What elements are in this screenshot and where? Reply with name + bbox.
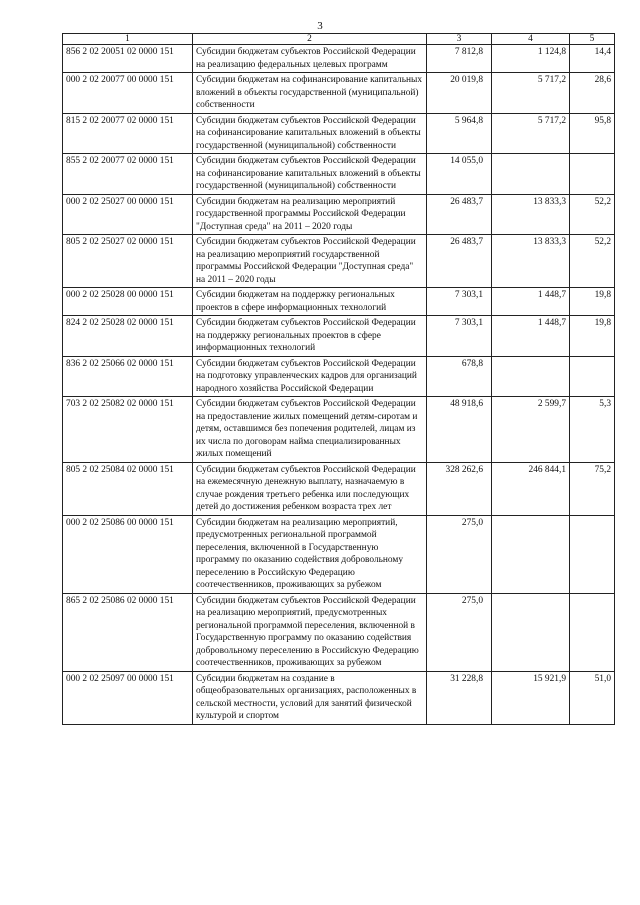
description-cell: Субсидии бюджетам субъектов Российской Федерации на софинансирование капитальных вложений в объекты государственной (муниципальной) собственности — [193, 154, 427, 195]
description-cell: Субсидии бюджетам субъектов Российской Федерации на поддержку региональных проектов в сфере информационных технологий — [193, 316, 427, 357]
budget-code-cell: 856 2 02 20051 02 0000 151 — [63, 45, 193, 73]
header-col-1: 1 — [63, 34, 193, 45]
col4-value-cell: 13 833,3 — [492, 235, 570, 288]
col5-value-cell: 5,3 — [570, 397, 615, 463]
budget-code-cell: 000 2 02 25097 00 0000 151 — [63, 671, 193, 724]
col5-value-cell: 52,2 — [570, 194, 615, 235]
col3-value-cell: 275,0 — [427, 515, 492, 593]
budget-table — [62, 33, 615, 725]
header-col-3: 3 — [427, 34, 492, 45]
description-cell: Субсидии бюджетам субъектов Российской Федерации на подготовку управленческих кадров для организаций народного хозяйства Российской Федерации — [193, 356, 427, 397]
budget-code-cell: 000 2 02 20077 00 0000 151 — [63, 73, 193, 114]
table-row — [63, 671, 615, 724]
col3-value-cell: 275,0 — [427, 593, 492, 671]
col5-value-cell: 52,2 — [570, 235, 615, 288]
table-row — [63, 288, 615, 316]
col5-value-cell — [570, 154, 615, 195]
col5-value-cell: 75,2 — [570, 462, 615, 515]
col4-value-cell — [492, 515, 570, 593]
table-row — [63, 235, 615, 288]
budget-code-cell: 824 2 02 25028 02 0000 151 — [63, 316, 193, 357]
header-col-5: 5 — [570, 34, 615, 45]
budget-code-cell: 805 2 02 25084 02 0000 151 — [63, 462, 193, 515]
col3-value-cell: 5 964,8 — [427, 113, 492, 154]
col4-value-cell: 2 599,7 — [492, 397, 570, 463]
header-col-2: 2 — [193, 34, 427, 45]
col4-value-cell: 1 448,7 — [492, 288, 570, 316]
description-cell: Субсидии бюджетам субъектов Российской Федерации на реализацию мероприятий, предусмотренных региональной программой переселения, включенной в Государственную программу по оказанию содействия добровольному переселению в Российскую Федерацию соотечественников, проживающих за рубежом — [193, 593, 427, 671]
budget-code-cell: 815 2 02 20077 02 0000 151 — [63, 113, 193, 154]
col4-value-cell — [492, 154, 570, 195]
table-row — [63, 113, 615, 154]
table-row — [63, 316, 615, 357]
table-row — [63, 515, 615, 593]
col4-value-cell: 13 833,3 — [492, 194, 570, 235]
col4-value-cell: 5 717,2 — [492, 113, 570, 154]
description-cell: Субсидии бюджетам субъектов Российской Федерации на реализацию мероприятий государственной программы Российской Федерации "Доступная среда" на 2011 – 2020 годы — [193, 235, 427, 288]
description-cell: Субсидии бюджетам на поддержку региональных проектов в сфере информационных технологий — [193, 288, 427, 316]
table-row — [63, 593, 615, 671]
description-cell: Субсидии бюджетам субъектов Российской Федерации на ежемесячную денежную выплату, назначаемую в случае рождения третьего ребенка или последующих детей до достижения ребенком возраста трех лет — [193, 462, 427, 515]
budget-code-cell: 000 2 02 25028 00 0000 151 — [63, 288, 193, 316]
description-cell: Субсидии бюджетам на софинансирование капитальных вложений в объекты государственной (муниципальной) собственности — [193, 73, 427, 114]
col3-value-cell: 48 918,6 — [427, 397, 492, 463]
col5-value-cell — [570, 515, 615, 593]
description-cell: Субсидии бюджетам на реализацию мероприятий государственной программы Российской Федерации "Доступная среда" на 2011 – 2020 годы — [193, 194, 427, 235]
description-cell: Субсидии бюджетам на реализацию мероприятий, предусмотренных региональной программой переселения, включенной в Государственную программу по оказанию содействия добровольному переселению в Российскую Федерацию соотечественников, проживающих за рубежом — [193, 515, 427, 593]
header-col-4: 4 — [492, 34, 570, 45]
table-row — [63, 45, 615, 73]
budget-code-cell: 865 2 02 25086 02 0000 151 — [63, 593, 193, 671]
col5-value-cell: 19,8 — [570, 288, 615, 316]
table-row — [63, 154, 615, 195]
col5-value-cell: 14,4 — [570, 45, 615, 73]
table-row — [63, 356, 615, 397]
col3-value-cell: 328 262,6 — [427, 462, 492, 515]
table-row — [63, 397, 615, 463]
budget-code-cell: 703 2 02 25082 02 0000 151 — [63, 397, 193, 463]
col4-value-cell: 15 921,9 — [492, 671, 570, 724]
budget-code-cell: 000 2 02 25086 00 0000 151 — [63, 515, 193, 593]
col3-value-cell: 7 303,1 — [427, 316, 492, 357]
col3-value-cell: 7 812,8 — [427, 45, 492, 73]
description-cell: Субсидии бюджетам субъектов Российской Федерации на реализацию федеральных целевых программ — [193, 45, 427, 73]
table-row — [63, 73, 615, 114]
col3-value-cell: 20 019,8 — [427, 73, 492, 114]
col3-value-cell: 14 055,0 — [427, 154, 492, 195]
col5-value-cell — [570, 593, 615, 671]
col3-value-cell: 26 483,7 — [427, 194, 492, 235]
col5-value-cell: 51,0 — [570, 671, 615, 724]
budget-code-cell: 000 2 02 25027 00 0000 151 — [63, 194, 193, 235]
budget-code-cell: 805 2 02 25027 02 0000 151 — [63, 235, 193, 288]
page-number: 3 — [317, 20, 323, 32]
description-cell: Субсидии бюджетам на создание в общеобразовательных организациях, расположенных в сельской местности, условий для занятий физической культурой и спортом — [193, 671, 427, 724]
col3-value-cell: 678,8 — [427, 356, 492, 397]
col3-value-cell: 7 303,1 — [427, 288, 492, 316]
table-header-row — [63, 34, 615, 45]
table-row — [63, 194, 615, 235]
table-row — [63, 462, 615, 515]
col5-value-cell: 19,8 — [570, 316, 615, 357]
description-cell: Субсидии бюджетам субъектов Российской Федерации на предоставление жилых помещений детям-сиротам и детям, оставшимся без попечения родителей, лицам из их числа по договорам найма специализированных жилых помещений — [193, 397, 427, 463]
col4-value-cell — [492, 356, 570, 397]
budget-code-cell: 855 2 02 20077 02 0000 151 — [63, 154, 193, 195]
budget-code-cell: 836 2 02 25066 02 0000 151 — [63, 356, 193, 397]
col4-value-cell: 1 448,7 — [492, 316, 570, 357]
col5-value-cell: 28,6 — [570, 73, 615, 114]
col5-value-cell: 95,8 — [570, 113, 615, 154]
col4-value-cell: 1 124,8 — [492, 45, 570, 73]
description-cell: Субсидии бюджетам субъектов Российской Федерации на софинансирование капитальных вложений в объекты государственной (муниципальной) собственности — [193, 113, 427, 154]
col4-value-cell: 246 844,1 — [492, 462, 570, 515]
col3-value-cell: 31 228,8 — [427, 671, 492, 724]
col4-value-cell: 5 717,2 — [492, 73, 570, 114]
col5-value-cell — [570, 356, 615, 397]
col4-value-cell — [492, 593, 570, 671]
col3-value-cell: 26 483,7 — [427, 235, 492, 288]
